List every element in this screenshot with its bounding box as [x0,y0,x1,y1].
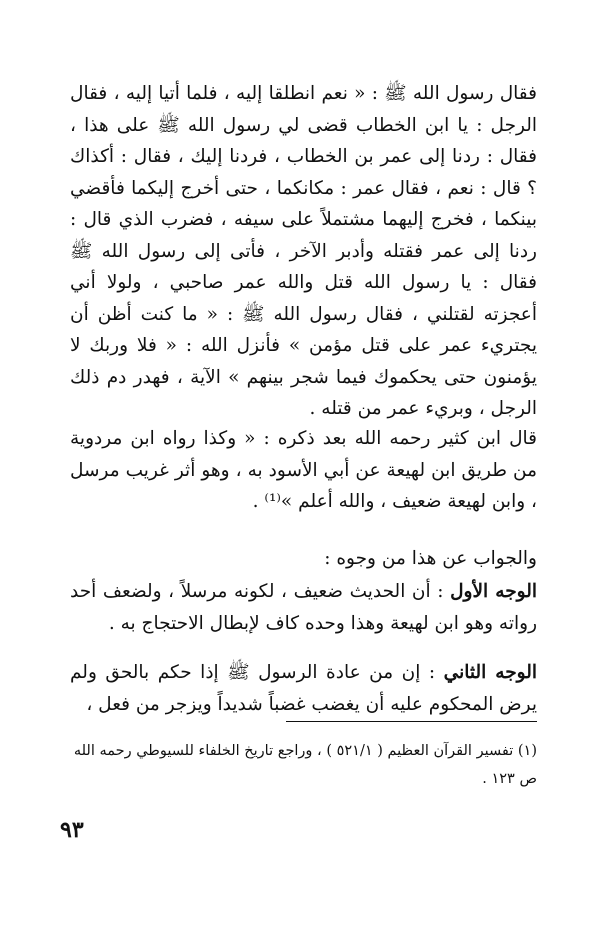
first-aspect-text: : أن الحديث ضعيف ، لكونه مرسلاً ، ولضعف أحد رواته وهو ابن لهيعة وهذا وحده كاف لإبطال الاحتجاج به . [70,581,537,634]
first-aspect-heading: الوجه الأول [450,581,537,602]
paragraph-ibn-kathir-comment: قال ابن كثير رحمه الله بعد ذكره : « وكذا رواه ابن مردوية من طريق ابن لهيعة عن أبي الأسود به ، وهو أثر غريب مرسل ، وابن لهيعة ضعيف ، والله أعلم »⁽¹⁾ . [70,428,537,512]
paragraph-hadith-narration: فقال رسول الله ﷺ : « نعم انطلقا إليه ، فلما أتيا إليه ، فقال الرجل : يا ابن الخطاب قضى لي رسول الله ﷺ على هذا ، فقال : ردنا إلى عمر بن الخطاب ، فردنا إليك ، فقال : أكذاك ؟ قال : نعم ، فقال عمر : مكانكما ، حتى أخرج إليكما فأقضي بينكما ، فخرج إليهما مشتملاً على سيفه ، فضرب الذي قال : ردنا إلى عمر فقتله وأدبر الآخر ، فأتى إلى رسول الله ﷺ فقال : يا رسول الله قتل والله عمر صاحبي ، ولولا أني أعجزته لقتلني ، فقال رسول الله ﷺ : « ما كنت أظن أن يجتريء عمر على قتل مؤمن » فأنزل الله : « فلا وربك لا يؤمنون حتى يحكموك فيما شجر بينهم » الآية ، فهدر دم ذلك الرجل ، وبريء عمر من قتله . [70,83,537,419]
second-aspect-text: : إن من عادة الرسول ﷺ إذا حكم بالحق ولم يرض المحكوم عليه أن يغضب غضباً شديداً ويزجر من فعل ، [70,662,537,715]
paragraph-answer-intro: والجواب عن هذا من وجوه : [324,548,537,569]
footnote: (١) تفسير القرآن العظيم ( ٥٢١/١ ) ، وراجع تاريخ الخلفاء للسيوطي رحمه الله ص ١٢٣ . [73,743,537,787]
footnote-divider [286,721,537,722]
second-aspect-heading: الوجه الثاني [443,662,537,683]
page-number: ٩٣ [60,817,84,843]
paragraph-first-aspect [70,576,537,639]
paragraph-second-aspect [70,657,537,720]
